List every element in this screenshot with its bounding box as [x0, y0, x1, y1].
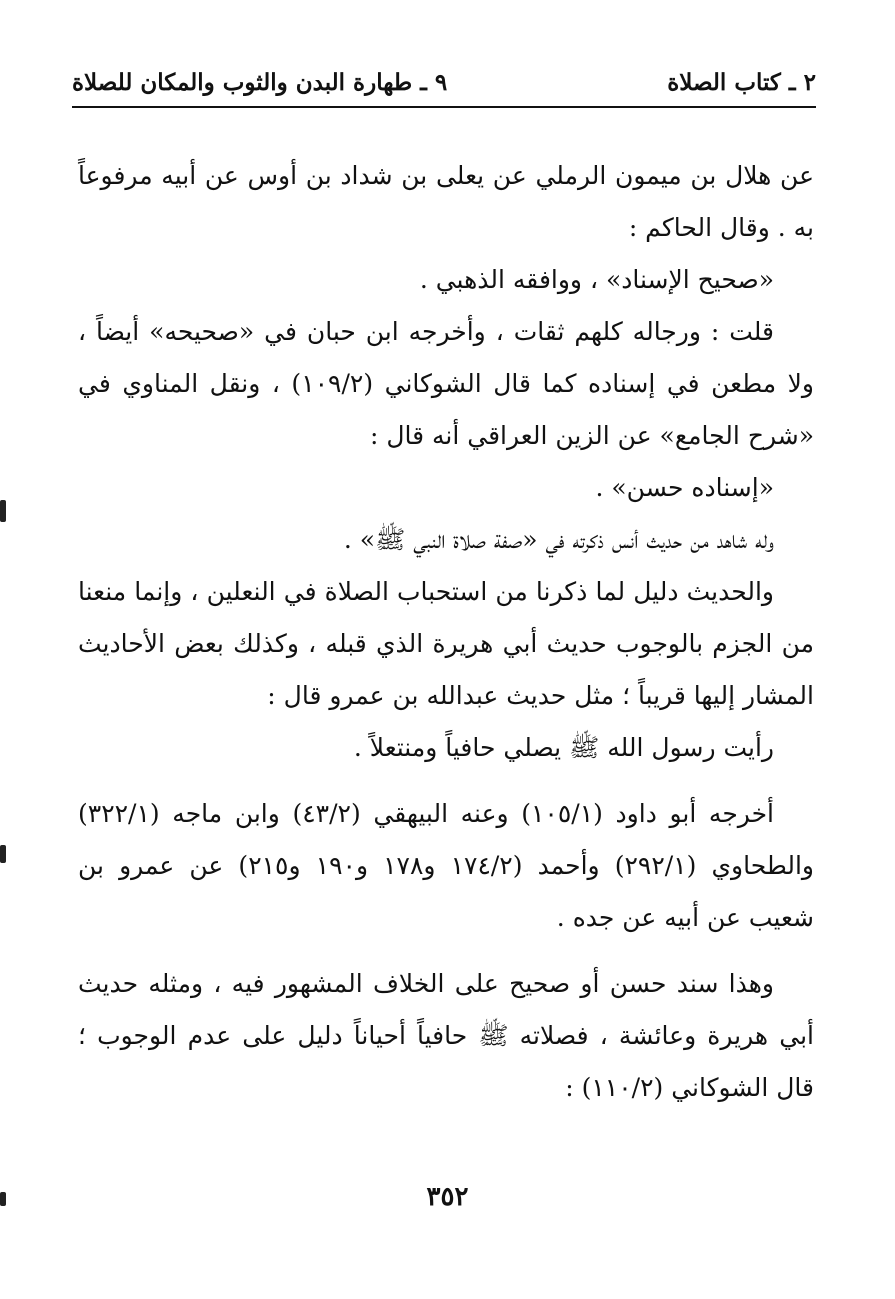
paragraph-4: «إسناده حسن» . — [595, 473, 774, 502]
scan-edge-mark — [0, 1192, 6, 1206]
page-body — [78, 150, 814, 1114]
paragraph-8: أخرجه أبو داود (١٠٥/١) وعنه البيهقي (٤٣/٢) وابن ماجه (٣٢٢/١) والطحاوي (٢٩٢/١) وأحمد (١٧٤/٢ و١٧٨ و١٩٠ و٢١٥) عن عمرو بن شعيب عن أبيه عن جده . — [78, 799, 814, 932]
paragraph-3: قلت : ورجاله كلهم ثقات ، وأخرجه ابن حبان في «صحيحه» أيضاً ، ولا مطعن في إسناده كما قال الشوكاني (١٠٩/٢) ، ونقل المناوي في «شرح الجامع» عن الزين العراقي أنه قال : — [78, 317, 815, 450]
paragraph-5: وله شاهد من حديث أنس ذكرته في «صفة صلاة النبي ﷺ» . — [343, 525, 774, 554]
running-header — [72, 58, 816, 106]
paragraph-1: عن هلال بن ميمون الرملي عن يعلى بن شداد بن أوس عن أبيه مرفوعاً به . وقال الحاكم : — [78, 161, 814, 242]
chapter-title: ٢ ـ كتاب الصلاة — [667, 68, 816, 96]
paragraph-2: «صحيح الإسناد» ، ووافقه الذهبي . — [419, 265, 774, 294]
paragraph-6: والحديث دليل لما ذكرنا من استحباب الصلاة في النعلين ، وإنما منعنا من الجزم بالوجوب حديث أبي هريرة الذي قبله ، وكذلك بعض الأحاديث المشار إليها قريباً ؛ مثل حديث عبدالله بن عمرو قال : — [78, 577, 814, 710]
scan-edge-mark — [0, 845, 6, 863]
paragraph-9: وهذا سند حسن أو صحيح على الخلاف المشهور فيه ، ومثله حديث أبي هريرة وعائشة ، فصلاته ﷺ حافياً أحياناً دليل على عدم الوجوب ؛ قال الشوكاني (١١٠/٢) : — [78, 969, 814, 1102]
scan-edge-mark — [0, 500, 6, 522]
section-title: ٩ ـ طهارة البدن والثوب والمكان للصلاة — [72, 68, 448, 96]
header-divider — [72, 106, 816, 108]
page-number: ٣٥٢ — [426, 1182, 469, 1212]
paragraph-7: رأيت رسول الله ﷺ يصلي حافياً ومنتعلاً . — [353, 733, 774, 762]
